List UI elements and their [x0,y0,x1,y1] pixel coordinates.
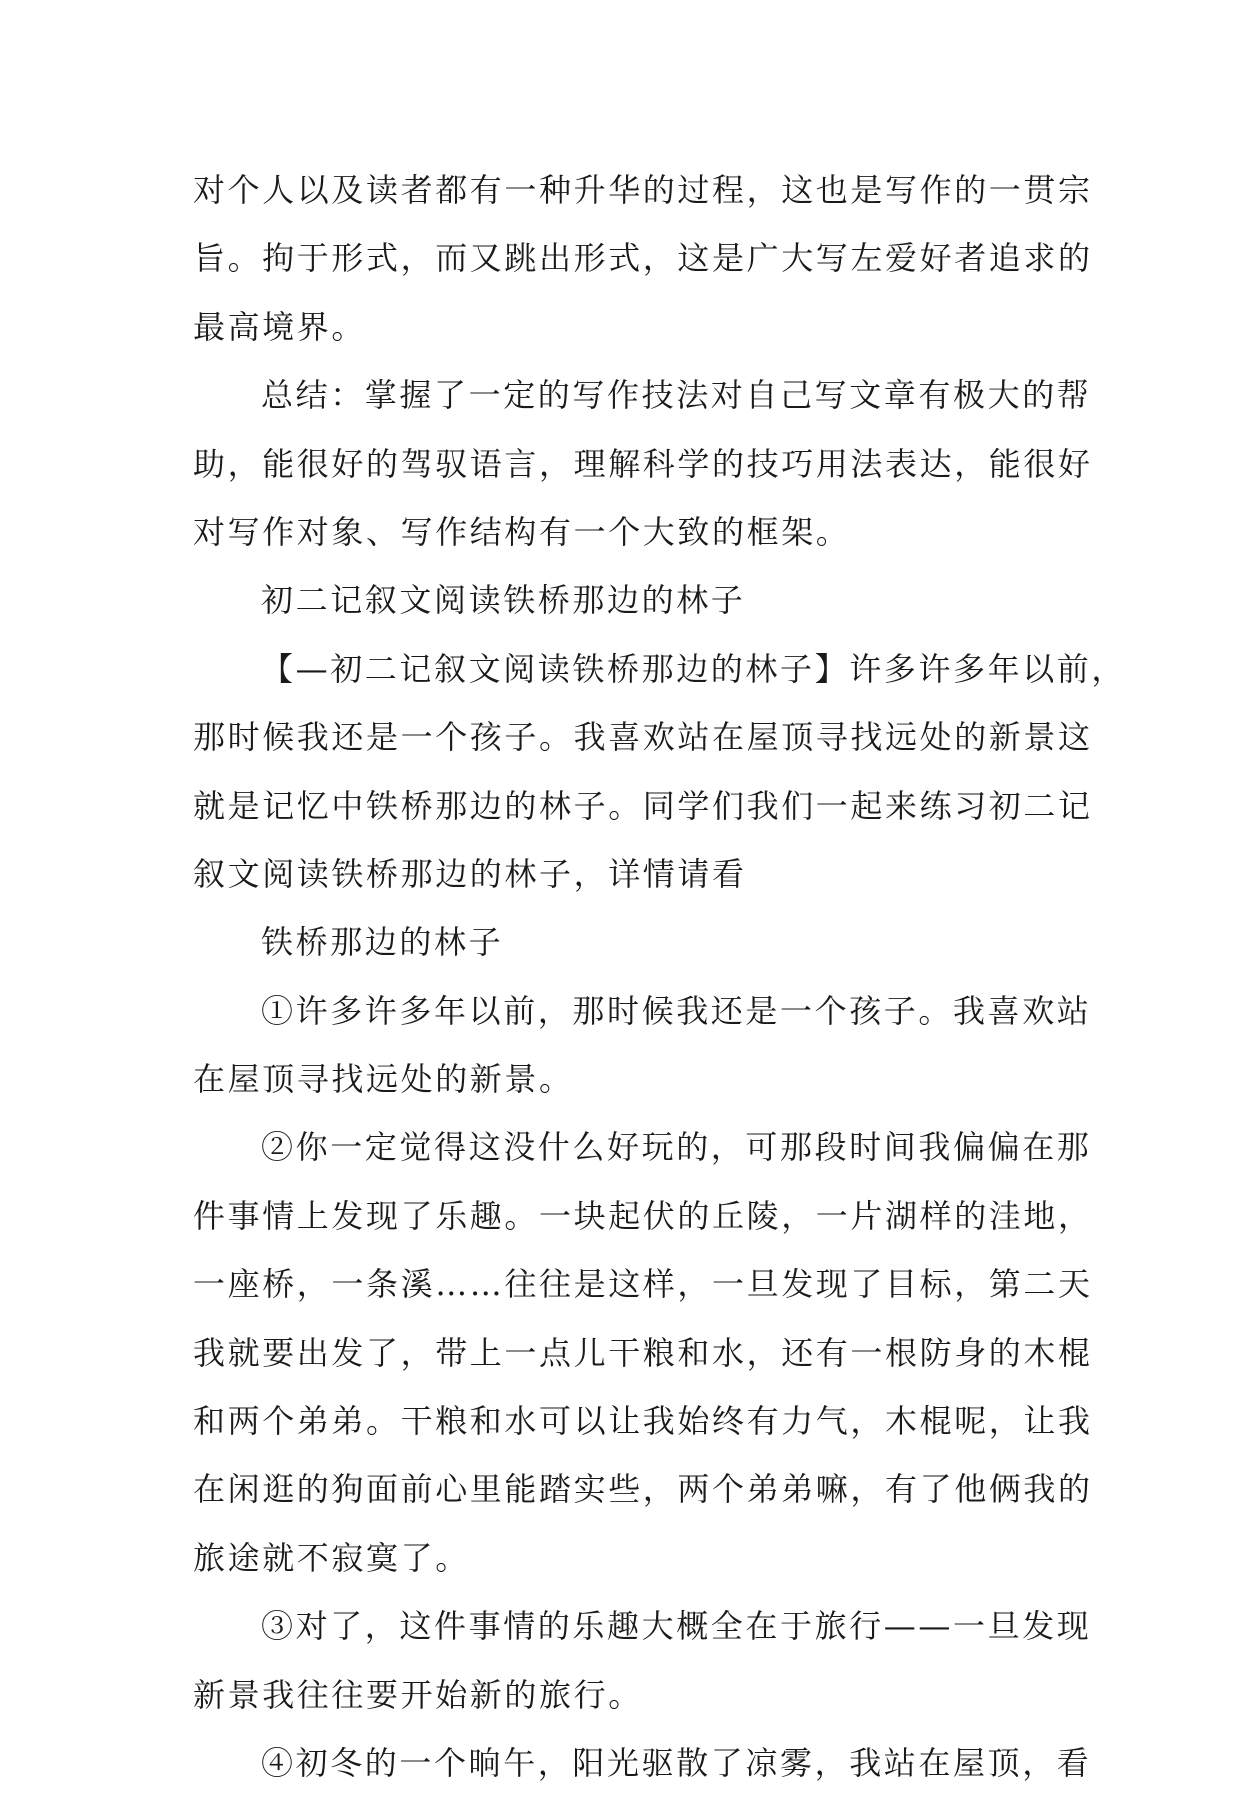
text-line: 在屋顶寻找远处的新景。 [193,1060,574,1099]
paragraph-summary [193,361,1093,566]
paragraph-4 [193,1729,1092,1797]
text-line: 我就要出发了，带上一点儿干粮和水，还有一根防身的木棍 [193,1333,1093,1372]
text-line: 在闲逛的狗面前心里能踏实些，两个弟弟嘛，有了他俩我的 [193,1470,1093,1509]
paragraph-1 [193,977,1092,1114]
text-line: 叙文阅读铁桥那边的林子，详情请看 [193,854,747,893]
text-line: ①许多许多年以前，那时候我还是一个孩子。我喜欢站 [261,991,1092,1030]
text-line: 助，能很好的驾驭语言，理解科学的技巧用法表达，能很好 [193,444,1093,483]
section-heading [193,566,1053,634]
text-line: 一座桥，一条溪……往往是这样，一旦发现了目标，第二天 [193,1265,1093,1304]
heading-line: 初二记叙文阅读铁桥那边的林子 [261,581,746,620]
title-line: 铁桥那边的林子 [261,923,504,962]
text-line: 总结：掌握了一定的写作技法对自己写文章有极大的帮 [261,376,1092,415]
paragraph-intro [193,635,1127,909]
paragraph-3 [193,1592,1092,1729]
text-line: ④初冬的一个晌午，阳光驱散了凉雾，我站在屋顶，看 [261,1743,1092,1782]
text-line: 和两个弟弟。干粮和水可以让我始终有力气，木棍呢，让我 [193,1402,1093,1441]
text-line: 那时候我还是一个孩子。我喜欢站在屋顶寻找远处的新景这 [193,718,1093,757]
paragraph-2 [193,1113,1093,1592]
text-line: 旨。拘于形式，而又跳出形式，这是广大写左爱好者追求的 [193,239,1093,278]
text-line: 【—初二记叙文阅读铁桥那边的林子】许多许多年以前， [261,649,1127,688]
text-line: 件事情上发现了乐趣。一块起伏的丘陵，一片湖样的洼地， [193,1196,1093,1235]
text-line: 新景我往往要开始新的旅行。 [193,1675,643,1714]
article-title [193,908,1053,976]
text-line: ③对了，这件事情的乐趣大概全在于旅行——一旦发现 [261,1607,1092,1646]
text-line: 旅途就不寂寞了。 [193,1538,470,1577]
text-line: 就是记忆中铁桥那边的林子。同学们我们一起来练习初二记 [193,786,1093,825]
text-line: 对写作对象、写作结构有一个大致的框架。 [193,512,851,551]
text-line: ②你一定觉得这没什么好玩的，可那段时间我偏偏在那 [261,1128,1092,1167]
text-line: 最高境界。 [193,307,367,346]
document-body [193,156,1127,1797]
text-line: 对个人以及读者都有一种升华的过程，这也是写作的一贯宗 [193,171,1093,209]
paragraph-continuation [193,156,1093,361]
